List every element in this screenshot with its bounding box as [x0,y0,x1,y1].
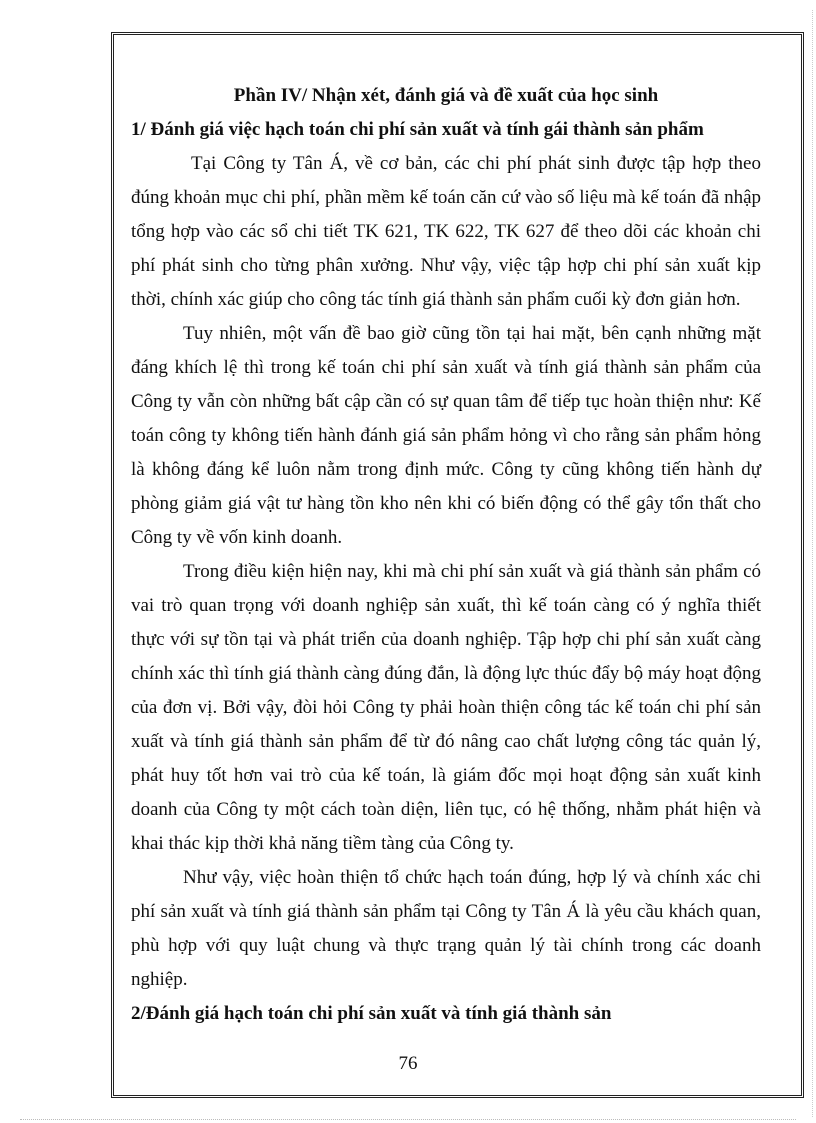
page-edge-dots [812,10,813,1117]
page-title: Phần IV/ Nhận xét, đánh giá và đề xuất của học sinh [233,85,659,106]
paragraph-4: Như vậy, việc hoàn thiện tổ chức hạch toán đúng, hợp lý và chính xác chi phí sản xuất và tính giá thành sản phẩm tại Công ty Tân Á là yêu cầu khách quan, phù hợp với quy luật chung và thực trạng quản lý tài chính trong các doanh nghiệp. [131,867,761,990]
section-1-heading: 1/ Đánh giá việc hạch toán chi phí sản xuất và tính gái thành sản phẩm [131,119,704,140]
page-footer-dots [20,1119,796,1120]
page-number: 76 [398,1053,418,1074]
document-body [131,79,761,1031]
paragraph-1: Tại Công ty Tân Á, về cơ bản, các chi phí phát sinh được tập hợp theo đúng khoản mục chi phí, phần mềm kế toán căn cứ vào số liệu mà kế toán đã nhập tổng hợp vào các sổ chi tiết TK 621, TK 622, TK 627 để theo dõi các khoản chi phí phát sinh cho từng phân xưởng. Như vậy, việc tập hợp chi phí sản xuất kịp thời, chính xác giúp cho công tác tính giá thành sản phẩm cuối kỳ đơn giản hơn. [131,153,761,310]
paragraph-3: Trong điều kiện hiện nay, khi mà chi phí sản xuất và giá thành sản phẩm có vai trò quan trọng với doanh nghiệp sản xuất, thì kế toán càng có ý nghĩa thiết thực với sự tồn tại và phát triển của doanh nghiệp. Tập hợp chi phí sản xuất càng chính xác thì tính giá thành càng đúng đắn, là động lực thúc đẩy bộ máy hoạt động của đơn vị. Bởi vậy, đòi hỏi Công ty phải hoàn thiện công tác kế toán chi phí sản xuất và tính giá thành sản phẩm để từ đó nâng cao chất lượng công tác quản lý, phát huy tốt hơn vai trò của kế toán, là giám đốc mọi hoạt động sản xuất kinh doanh của Công ty một cách toàn diện, liên tục, có hệ thống, nhằm phát hiện và khai thác kịp thời khả năng tiềm tàng của Công ty. [131,561,761,854]
paragraph-2: Tuy nhiên, một vấn đề bao giờ cũng tồn tại hai mặt, bên cạnh những mặt đáng khích lệ thì trong kế toán chi phí sản xuất và tính giá thành sản phẩm của Công ty vẫn còn những bất cập cần có sự quan tâm để tiếp tục hoàn thiện như: Kế toán công ty không tiến hành đánh giá sản phẩm hỏng vì cho rằng sản phẩm hỏng là không đáng kể luôn nằm trong định mức. Công ty cũng không tiến hành dự phòng giảm giá vật tư hàng tồn kho nên khi có biến động có thể gây tổn thất cho Công ty về vốn kinh doanh. [131,323,761,548]
section-2-heading: 2/Đánh giá hạch toán chi phí sản xuất và tính giá thành sản [131,1003,612,1024]
